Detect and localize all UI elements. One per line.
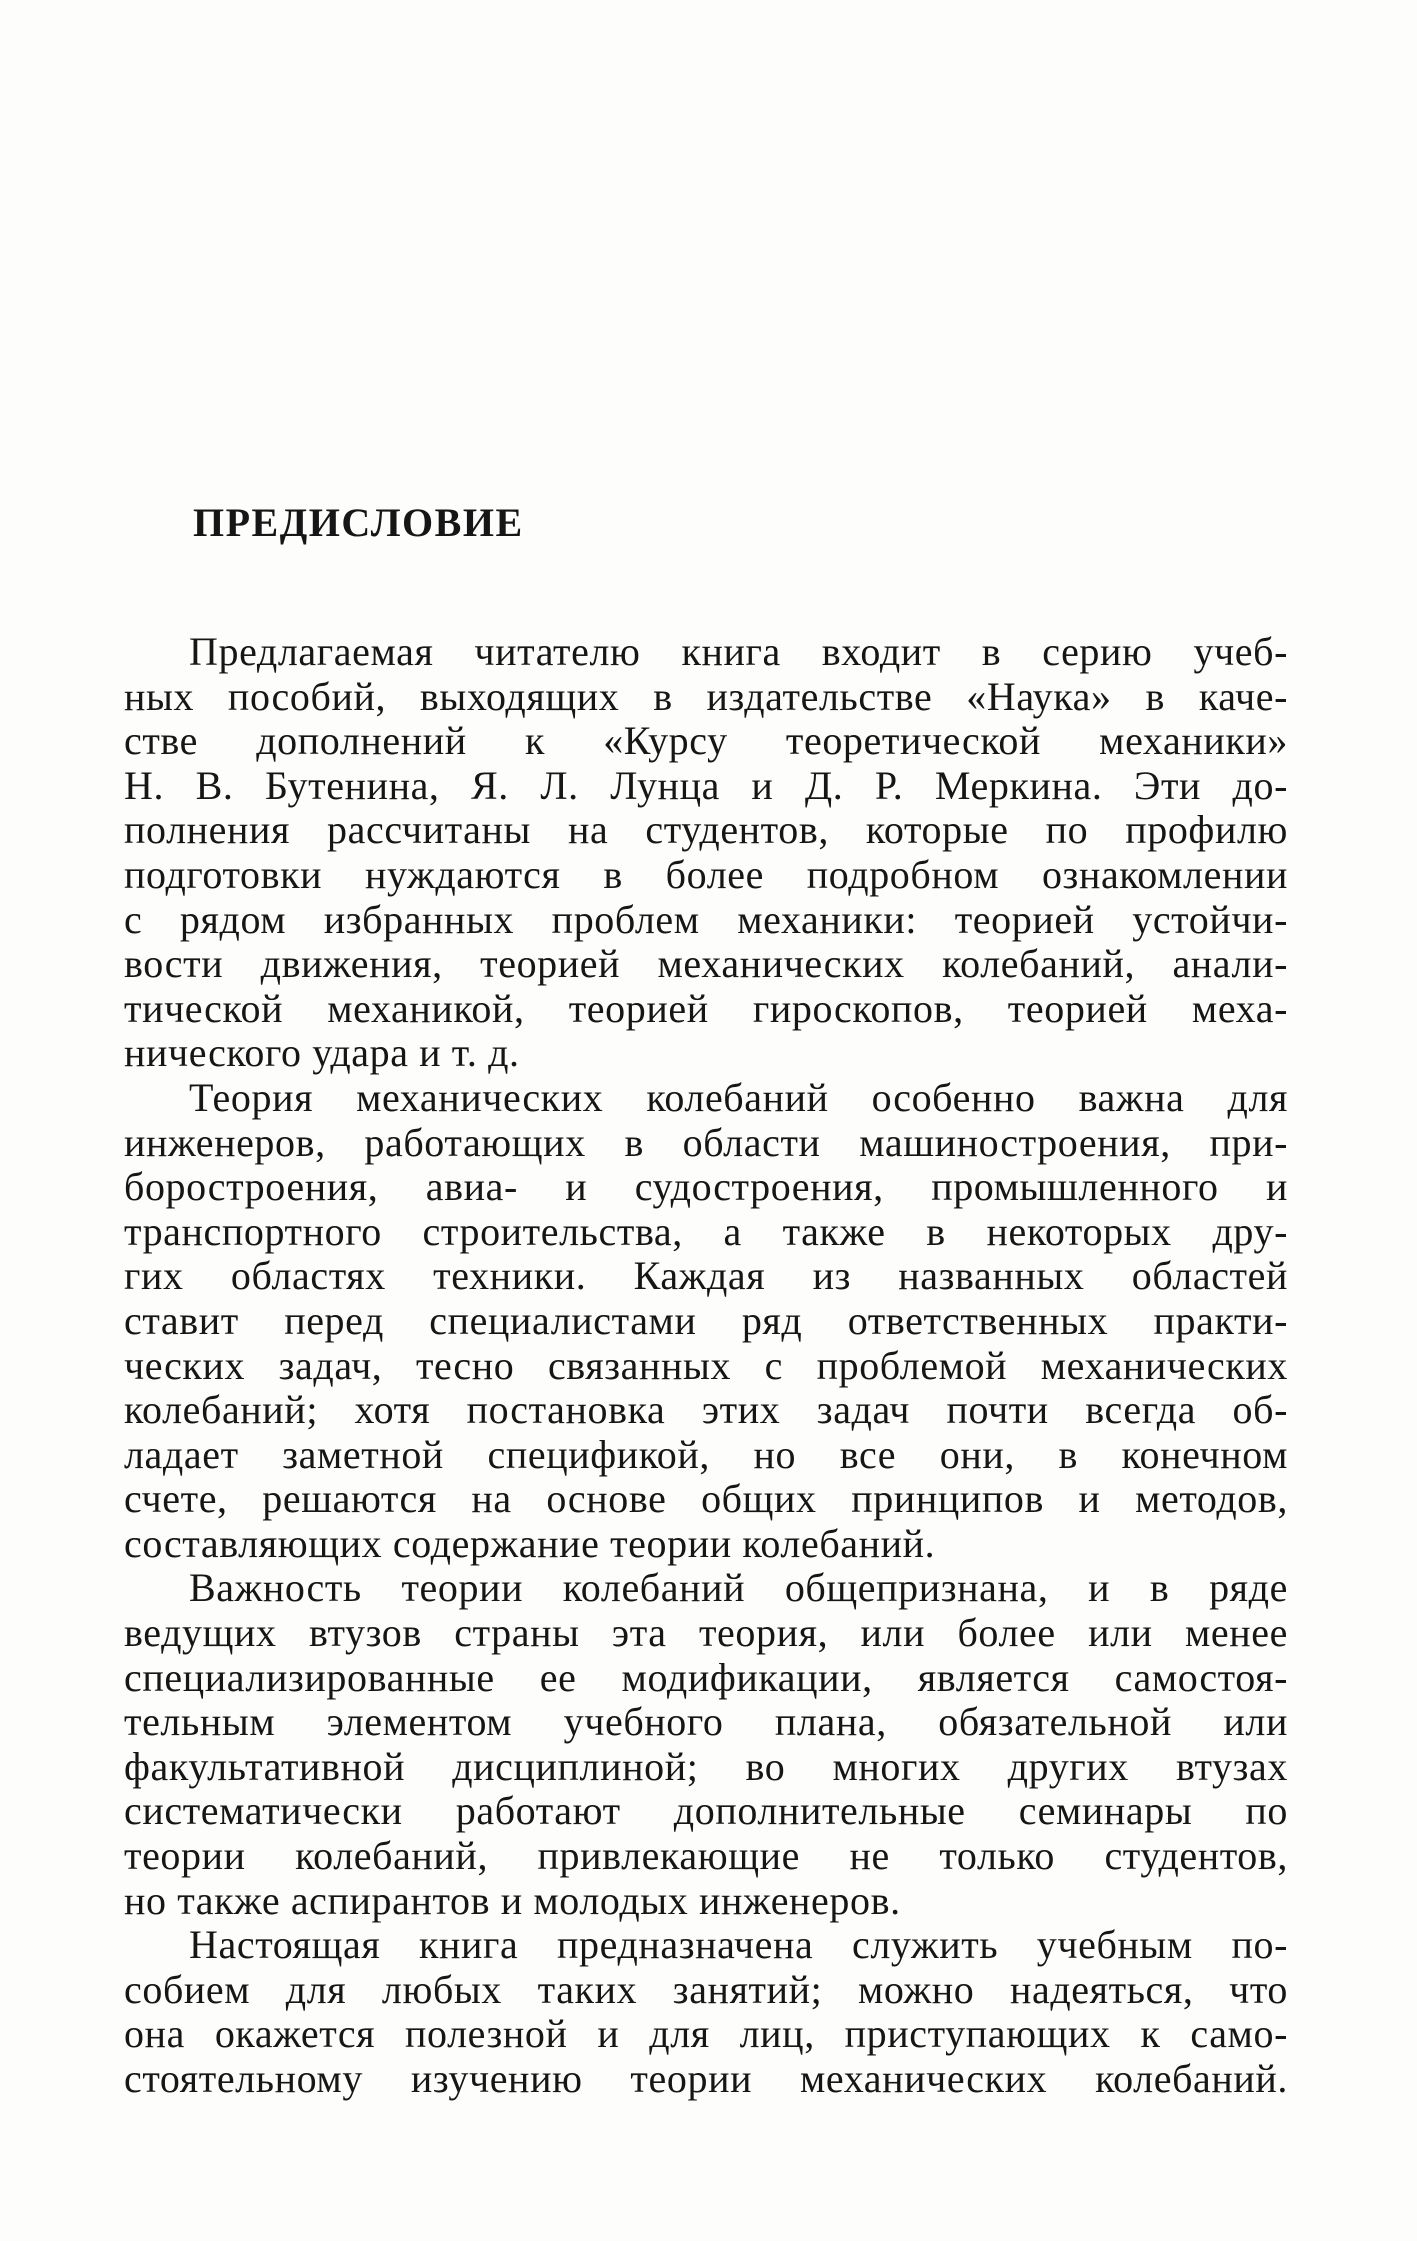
text-line: систематически работают дополнительные семинары по xyxy=(124,1789,1288,1834)
text-line: собием для любых таких занятий; можно надеяться, что xyxy=(124,1967,1288,2012)
text-line: колебаний; хотя постановка этих задач почти всегда об- xyxy=(124,1388,1288,1433)
text-line: счете, решаются на основе общих принципов и методов, xyxy=(124,1477,1288,1522)
paragraph xyxy=(124,630,1288,1076)
text-line: боростроения, авиа- и судостроения, промышленного и xyxy=(124,1165,1288,1210)
text-line: подготовки нуждаются в более подробном ознакомлении xyxy=(124,852,1288,897)
text-line: тической механикой, теорией гироскопов, теорией меха- xyxy=(124,986,1288,1031)
body-text xyxy=(124,630,1288,2102)
text-line: тельным элементом учебного плана, обязательной или xyxy=(124,1700,1288,1745)
text-line: теории колебаний, привлекающие не только студентов, xyxy=(124,1834,1288,1879)
paragraph xyxy=(124,1566,1288,1923)
text-line: с рядом избранных проблем механики: теорией устойчи- xyxy=(124,897,1288,942)
text-line: составляющих содержание теории колебаний. xyxy=(124,1521,936,1566)
paragraph xyxy=(124,1076,1288,1567)
text-line: нического удара и т. д. xyxy=(124,1031,520,1076)
text-line: инженеров, работающих в области машиностроения, при- xyxy=(124,1120,1288,1165)
text-line: вости движения, теорией механических колебаний, анали- xyxy=(124,942,1288,987)
text-line: стве дополнений к «Курсу теоретической механики» xyxy=(124,719,1288,764)
paragraph xyxy=(124,1923,1288,2101)
text-line: гих областях техники. Каждая из названных областей xyxy=(124,1254,1288,1299)
text-line: Настоящая книга предназначена служить учебным по- xyxy=(189,1923,1288,1968)
text-line: ставит перед специалистами ряд ответственных практи- xyxy=(124,1298,1288,1343)
page-heading: ПРЕДИСЛОВИЕ xyxy=(193,500,524,545)
text-line: стоятельному изучению теории механических колебаний. xyxy=(124,2057,1288,2101)
text-line: ческих задач, тесно связанных с проблемой механических xyxy=(124,1343,1288,1388)
text-line: полнения рассчитаны на студентов, которые по профилю xyxy=(124,808,1288,853)
text-line: факультативной дисциплиной; во многих других втузах xyxy=(124,1744,1288,1789)
text-line: Важность теории колебаний общепризнана, и в ряде xyxy=(189,1566,1288,1611)
text-line: транспортного строительства, а также в некоторых дру- xyxy=(124,1209,1288,1254)
text-line: но также аспирантов и молодых инженеров. xyxy=(124,1878,901,1923)
text-line: Н. В. Бутенина, Я. Л. Лунца и Д. Р. Меркина. Эти до- xyxy=(124,763,1288,808)
text-line: Теория механических колебаний особенно важна для xyxy=(189,1075,1288,1120)
text-line: ных пособий, выходящих в издательстве «Наука» в каче- xyxy=(124,674,1288,719)
text-line: ладает заметной спецификой, но все они, в конечном xyxy=(124,1432,1288,1477)
text-line: специализированные ее модификации, является самостоя- xyxy=(124,1655,1288,1700)
text-line: она окажется полезной и для лиц, приступающих к само- xyxy=(124,2012,1288,2057)
text-line: Предлагаемая читателю книга входит в серию учеб- xyxy=(189,630,1288,674)
text-line: ведущих втузов страны эта теория, или более или менее xyxy=(124,1611,1288,1656)
